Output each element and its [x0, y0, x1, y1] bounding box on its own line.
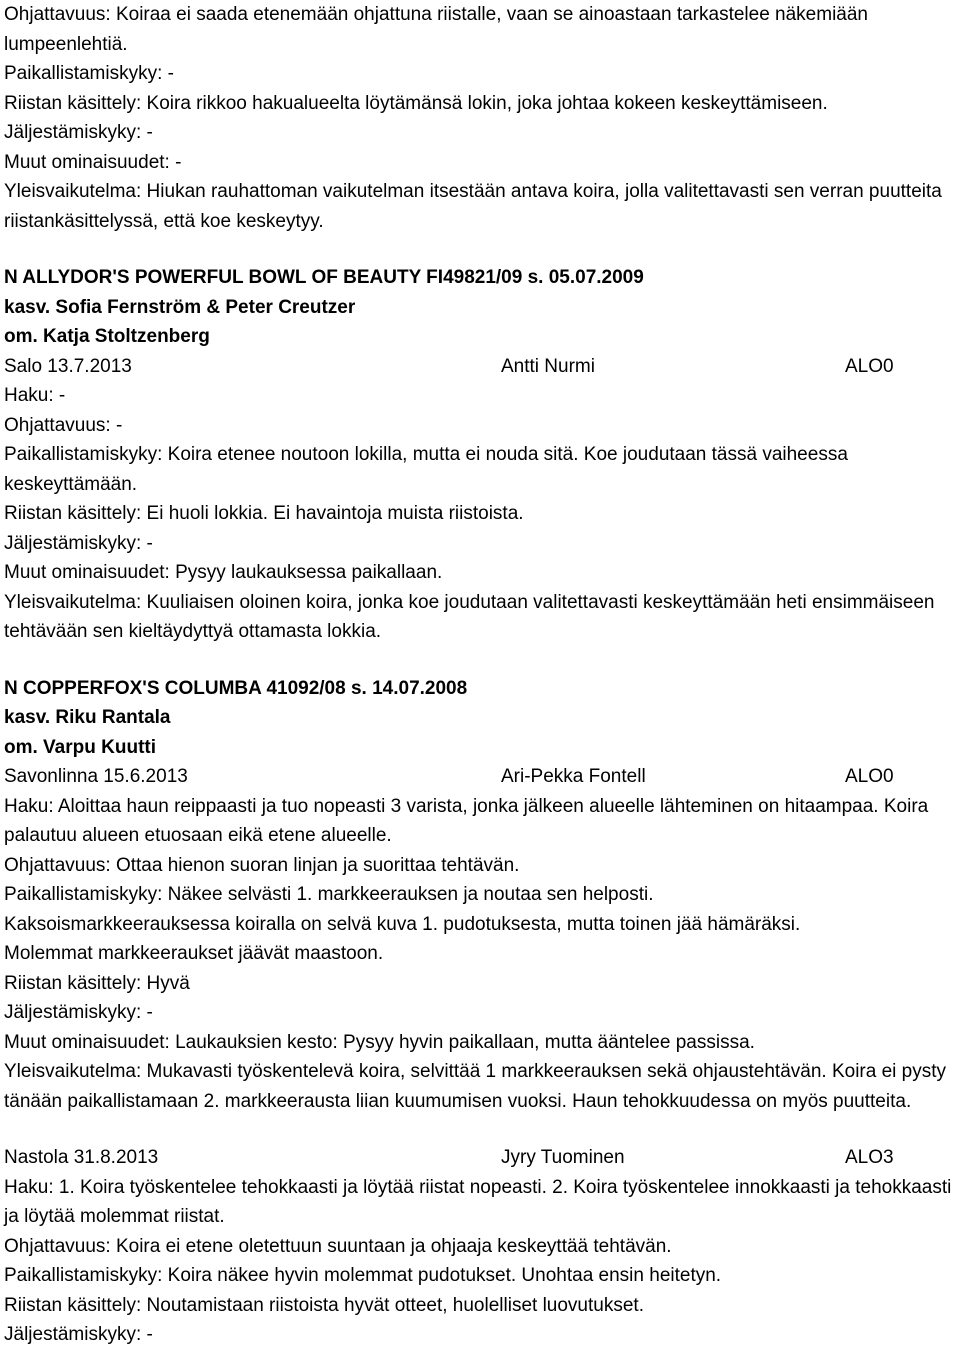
critique-ohjattavuus: Ohjattavuus: -: [4, 414, 123, 436]
trial-place-date: Salo 13.7.2013: [4, 355, 132, 377]
critique-riistan-kasittely: Riistan käsittely: Ei huoli lokkia. Ei havaintoja muista riistoista.: [4, 503, 524, 524]
critique-muut-ominaisuudet: Muut ominaisuudet: Pysyy laukauksessa paikallaan.: [4, 562, 443, 583]
critique-muut-ominaisuudet: Muut ominaisuudet: Laukauksien kesto: Pysyy hyvin paikallaan, mutta ääntelee passissa.: [4, 1031, 755, 1053]
critique-paikallistamiskyky: Paikallistamiskyky: Koira näkee hyvin molemmat pudotukset. Unohtaa ensin heitetyn.: [4, 1265, 722, 1286]
critique-markkeeraukset: Molemmat markkeeraukset jäävät maastoon.: [4, 943, 384, 964]
critique-yleisvaikutelma: Yleisvaikutelma: Mukavasti työskentelevä koira, selvittää 1 markkeerauksen sekä ohjaustehtävän. Koira ei pysty tänään paikallistamaan 2. markkeerausta liian kuumumisen vuoksi. Haun tehokkuudessa on myös puutteita.: [4, 1061, 947, 1112]
section-gap: [4, 236, 958, 263]
critique-paikallistamiskyky: Paikallistamiskyky: Koira etenee noutoon lokilla, mutta ei nouda sitä. Koe joudutaan tässä vaiheessa keskeyttämään.: [4, 444, 848, 495]
critique-riistan-kasittely: Riistan käsittely: Hyvä: [4, 972, 190, 994]
critique-yleisvaikutelma: Yleisvaikutelma: Hiukan rauhattoman vaikutelman itsestään antava koira, jolla valitettavasti sen verran puutteita riistankäsittelyssä, että koe keskeytyy.: [4, 181, 942, 232]
trial-judge: Ari-Pekka Fontell: [501, 766, 646, 787]
critique-riistan-kasittely: Riistan käsittely: Noutamistaan riistoista hyvät otteet, huolelliset luovutukset.: [4, 1294, 644, 1316]
critique-haku: Haku: 1. Koira työskentelee tehokkaasti ja löytää riistat nopeasti. 2. Koira työskentelee innokkaasti ja tehokkaasti ja löytää molemmat riistat.: [4, 1176, 952, 1227]
section-gap: [4, 647, 958, 674]
critique-riistan-kasittely: Riistan käsittely: Koira rikkoo hakualueelta löytämänsä lokin, joka johtaa kokeen keskeyttämiseen.: [4, 92, 828, 114]
dog-name: N ALLYDOR'S POWERFUL BOWL OF BEAUTY FI49821/09 s. 05.07.2009: [4, 267, 644, 288]
document-page: [4, 0, 958, 1350]
critique-ohjattavuus: Ohjattavuus: Koiraa ei saada etenemään ohjattuna riistalle, vaan se ainoastaan tarkastelee näkemiään lumpeenlehtiä.: [4, 4, 868, 55]
critique-ohjattavuus: Ohjattavuus: Koira ei etene oletettuun suuntaan ja ohjaaja keskeyttää tehtävän.: [4, 1235, 672, 1257]
critique-haku: Haku: Aloittaa haun reippaasti ja tuo nopeasti 3 varista, jonka jälkeen alueelle lähteminen on hitaampaa. Koira palautuu alueen etuosaan eikä etene alueelle.: [4, 795, 929, 846]
section-gap: [4, 1116, 958, 1143]
dog-name: N COPPERFOX'S COLUMBA 41092/08 s. 14.07.2008: [4, 677, 468, 699]
trial-header: [4, 1143, 958, 1173]
critique-paikallistamiskyky: Paikallistamiskyky: -: [4, 63, 174, 84]
trial-judge: Antti Nurmi: [501, 355, 595, 377]
trial-grade: ALO0: [845, 766, 894, 787]
trial-judge: Jyry Tuominen: [501, 1147, 625, 1168]
trial-grade: ALO3: [845, 1147, 894, 1168]
trial-place-date: Savonlinna 15.6.2013: [4, 766, 188, 787]
critique-paikallistamiskyky: Paikallistamiskyky: Näkee selvästi 1. markkeerauksen ja noutaa sen helposti.: [4, 884, 654, 905]
trial-header: [4, 762, 958, 792]
critique-jaljestamiskyky: Jäljestämiskyky: -: [4, 122, 153, 143]
dog-breeder: kasv. Sofia Fernström & Peter Creutzer: [4, 296, 356, 318]
critique-kaksoismarkkeeraus: Kaksoismarkkeerauksessa koiralla on selvä kuva 1. pudotuksesta, mutta toinen jää hämäräksi.: [4, 913, 801, 935]
critique-yleisvaikutelma: Yleisvaikutelma: Kuuliaisen oloinen koira, jonka koe joudutaan valitettavasti keskeyttämään heti ensimmäiseen tehtävään sen kieltäydyttyä ottamasta lokkia.: [4, 591, 935, 642]
critique-jaljestamiskyky: Jäljestämiskyky: -: [4, 1324, 153, 1345]
trial-grade: ALO0: [845, 355, 894, 377]
trial-place-date: Nastola 31.8.2013: [4, 1147, 159, 1168]
critique-muut-ominaisuudet: Muut ominaisuudet: -: [4, 151, 182, 173]
critique-jaljestamiskyky: Jäljestämiskyky: -: [4, 1002, 153, 1023]
dog-breeder: kasv. Riku Rantala: [4, 707, 171, 728]
trial-header: [4, 352, 958, 382]
critique-jaljestamiskyky: Jäljestämiskyky: -: [4, 532, 153, 554]
dog-owner: om. Katja Stoltzenberg: [4, 326, 210, 347]
critique-ohjattavuus: Ohjattavuus: Ottaa hienon suoran linjan ja suorittaa tehtävän.: [4, 854, 520, 876]
dog-owner: om. Varpu Kuutti: [4, 736, 156, 758]
critique-haku: Haku: -: [4, 385, 66, 406]
